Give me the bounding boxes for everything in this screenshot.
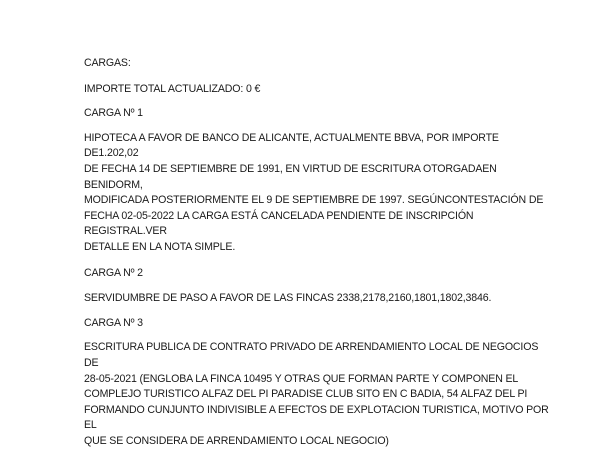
- document-body: [84, 56, 554, 449]
- carga-1-description: [84, 131, 554, 256]
- importe-total-text: IMPORTE TOTAL ACTUALIZADO: 0 €: [84, 82, 261, 95]
- carga-3-line-1: ESCRITURA PUBLICA DE CONTRATO PRIVADO DE ARRENDAMIENTO LOCAL DE NEGOCIOS DE: [84, 341, 539, 369]
- carga-1-title: CARGA Nº 1: [84, 107, 143, 120]
- carga-3-line-2: 28-05-2021 (ENGLOBA LA FINCA 10495 Y OTRAS QUE FORMAN PARTE Y COMPONEN EL: [84, 372, 519, 385]
- carga-1-line-4: FECHA 02-05-2022 LA CARGA ESTÁ CANCELADA PENDIENTE DE INSCRIPCIÓN REGISTRAL.VER: [84, 209, 474, 238]
- carga-1-line-5: DETALLE EN LA NOTA SIMPLE.: [84, 240, 236, 253]
- carga-3-line-5: QUE SE CONSIDERA DE ARRENDAMIENTO LOCAL NEGOCIO): [84, 434, 389, 447]
- carga-3-title: CARGA Nº 3: [84, 316, 143, 329]
- carga-1-line-3: MODIFICADA POSTERIORMENTE EL 9 DE SEPTIEMBRE DE 1997. SEGÚNCONTESTACIÓN DE: [84, 194, 544, 207]
- carga-1-line-1: HIPOTECA A FAVOR DE BANCO DE ALICANTE, ACTUALMENTE BBVA, POR IMPORTE DE1.202,02: [84, 131, 499, 160]
- cargas-heading: CARGAS:: [84, 57, 131, 69]
- carga-3-line-4: FORMANDO CUNJUNTO INDIVISIBLE A EFECTOS DE EXPLOTACION TURISTICA, MOTIVO POR EL: [84, 403, 549, 432]
- carga-2-title: CARGA Nº 2: [84, 266, 143, 279]
- carga-1-line-2: DE FECHA 14 DE SEPTIEMBRE DE 1991, EN VIRTUD DE ESCRITURA OTORGADAEN BENIDORM,: [84, 162, 497, 191]
- carga-2-description: [84, 291, 554, 307]
- carga-2-line-1: SERVIDUMBRE DE PASO A FAVOR DE LAS FINCAS 2338,2178,2160,1801,1802,3846.: [84, 292, 492, 305]
- carga-3-description: [84, 340, 554, 449]
- carga-3-line-3: COMPLEJO TURISTICO ALFAZ DEL PI PARADISE CLUB SITO EN C BADIA, 54 ALFAZ DEL PI: [84, 388, 528, 401]
